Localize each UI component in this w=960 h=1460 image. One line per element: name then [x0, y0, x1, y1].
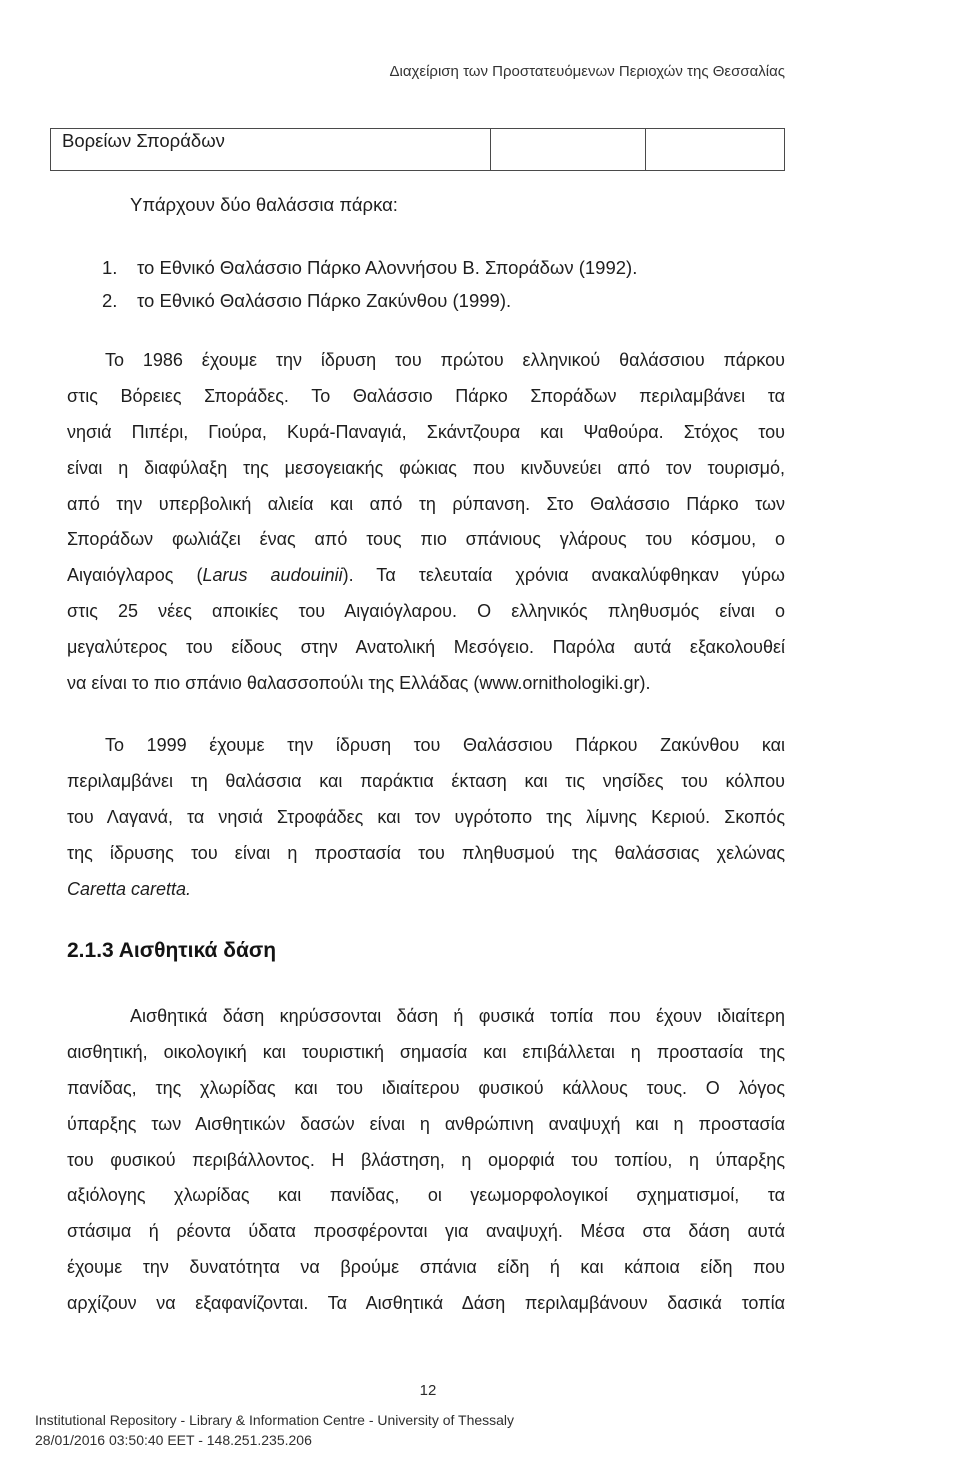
paragraph-line: Το 1999 έχουμε την ίδρυση του Θαλάσσιου Πάρκου Ζακύνθου και: [105, 735, 785, 755]
paragraph-line: [67, 558, 785, 594]
paragraph-line: στάσιμα ή ρέοντα ύδατα προσφέρονται για αναψυχή. Μέσα στα δάση αυτά: [67, 1221, 785, 1242]
list-item-text: το Εθνικό Θαλάσσιο Πάρκο Αλοννήσου Β. Σποράδων (1992).: [137, 257, 638, 278]
paragraph-line: να είναι το πιο σπάνιο θαλασσοπούλι της Ελλάδας (www.ornithologiki.gr).: [67, 673, 651, 694]
paragraph-zakynthos-park: [67, 728, 785, 907]
intro-sentence: Υπάρχουν δύο θαλάσσια πάρκα:: [130, 194, 398, 215]
paragraph-line: Το 1986 έχουμε την ίδρυση του πρώτου ελληνικού θαλάσσιου πάρκου: [105, 350, 785, 370]
paragraph-line: πανίδας, της χλωρίδας και του ιδιαίτερου φυσικού κάλλους τους. Ο λόγος: [67, 1077, 785, 1098]
paragraph-line: Αισθητικά δάση κηρύσσονται δάση ή φυσικά τοπία που έχουν ιδιαίτερη: [130, 1006, 785, 1026]
list-item-number: 1.: [102, 257, 118, 278]
paragraph-line: αξιόλογης χλωρίδας και πανίδας, οι γεωμορφολογικοί σχηματισμοί, τα: [67, 1185, 785, 1206]
paragraph-line: Σποράδων φωλιάζει ένας από τους πιο σπάνιους γλάρους του κόσμου, ο: [67, 529, 785, 550]
paragraph-line: της ίδρυσης του είναι η προστασία του πληθυσμού της θαλάσσιας χελώνας: [67, 842, 785, 863]
paragraph-line: μεγαλύτερος του είδους στην Ανατολική Μεσόγειο. Παρόλα αυτά εξακολουθεί: [67, 637, 785, 658]
section-heading: 2.1.3 Αισθητικά δάση: [67, 939, 277, 962]
table-cell-empty: [645, 128, 785, 171]
page-number: 12: [419, 1382, 437, 1399]
paragraph-line: του Λαγανά, τα νησιά Στροφάδες και τον υγρότοπο της λίμνης Κεριού. Σκοπός: [67, 806, 785, 827]
paragraph-aesthetic-forests: [67, 999, 785, 1322]
text-segment: Αιγαιόγλαρος (: [67, 565, 203, 586]
paragraph-line: στις 25 νέες αποικίες του Αιγαιόγλαρου. Ο ελληνικός πληθυσμός είναι ο: [67, 601, 785, 622]
paragraph-line: νησιά Πιπέρι, Γιούρα, Κυρά-Παναγιά, Σκάντζουρα και Ψαθούρα. Στόχος του: [67, 421, 785, 442]
list-item-text: το Εθνικό Θαλάσσιο Πάρκο Ζακύνθου (1999).: [137, 290, 512, 311]
footer-repository: Institutional Repository - Library & Information Centre - University of Thessaly: [35, 1412, 515, 1428]
region-name: Βορείων Σποράδων: [62, 130, 225, 151]
text-segment: ). Τα τελευταία χρόνια ανακαλύφθηκαν γύρω: [342, 565, 785, 586]
species-name-italic: Larus audouinii: [202, 565, 343, 586]
table-cell-region: [50, 128, 491, 171]
paragraph-sporades-park: [67, 343, 785, 702]
paragraph-line: αισθητική, οικολογική και τουριστική σημασία και επιβάλλεται η προστασία της: [67, 1041, 785, 1062]
species-name-italic: Caretta caretta.: [67, 878, 192, 899]
table-cell-empty: [490, 128, 646, 171]
paragraph-line: του φυσικού περιβάλλοντος. Η βλάστηση, η ομορφιά του τοπίου, η ύπαρξης: [67, 1149, 785, 1170]
paragraph-line: αρχίζουν να εξαφανίζονται. Τα Αισθητικά Δάση περιλαμβάνουν δασικά τοπία: [67, 1293, 785, 1314]
paragraph-line: από την υπερβολική αλιεία και από τη ρύπανση. Στο Θαλάσσιο Πάρκο των: [67, 493, 785, 514]
paragraph-line: περιλαμβάνει τη θαλάσσια και παράκτια έκταση και τις νησίδες του κόλπου: [67, 770, 785, 791]
paragraph-line: έχουμε την δυνατότητα να βρούμε σπάνια είδη ή και κάποια είδη που: [67, 1257, 785, 1278]
table-fragment: [50, 128, 785, 171]
running-header: Διαχείριση των Προστατευόμενων Περιοχών της Θεσσαλίας: [389, 63, 785, 80]
footer-timestamp: 28/01/2016 03:50:40 EET - 148.251.235.206: [35, 1432, 312, 1448]
paragraph-line: είναι η διαφύλαξη της μεσογειακής φώκιας που κινδυνεύει από τον τουρισμό,: [67, 457, 785, 478]
list-item-number: 2.: [102, 290, 118, 311]
paragraph-line: ύπαρξης των Αισθητικών δασών είναι η ανθρώπινη αναψυχή και η προστασία: [67, 1113, 785, 1134]
paragraph-line: στις Βόρειες Σποράδες. Το Θαλάσσιο Πάρκο Σποράδων περιλαμβάνει τα: [67, 385, 785, 406]
